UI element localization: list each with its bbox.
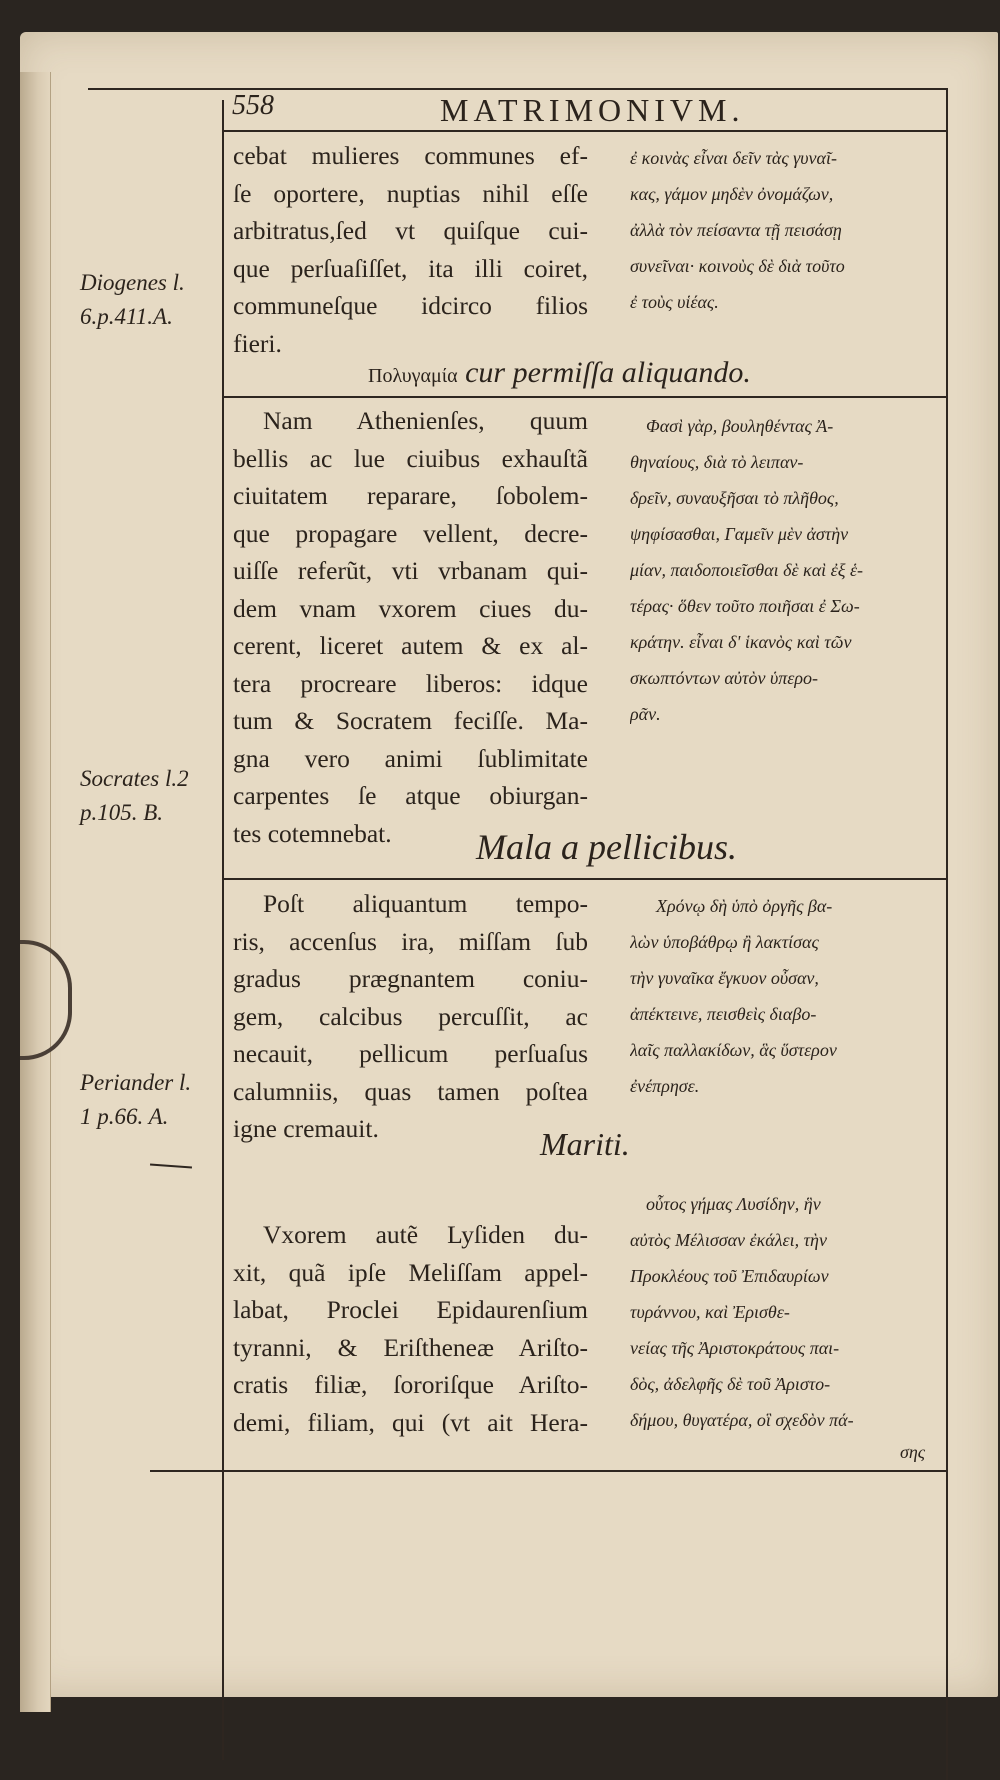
greek-line: συνεῖναι· κοινοὺς δὲ διὰ τοῦτο	[630, 256, 845, 276]
greek-line: θηναίους, διὰ τὸ λειπαν-	[630, 452, 804, 472]
latin-column-1	[233, 137, 588, 362]
latin-line: tes cotemnebat.	[233, 818, 392, 848]
greek-line: ρᾶν.	[630, 704, 661, 724]
greek-line: οὗτος γήμας Λυσίδην, ἣν	[646, 1194, 821, 1214]
latin-line: bellis ac lue ciuibus exhauſtã	[233, 443, 588, 473]
latin-line: gradus prægnantem coniu-	[233, 964, 588, 993]
margin-note-socrates	[80, 762, 189, 830]
greek-line: λαῖς παλλακίδων, ἃς ὕστερον	[630, 1040, 837, 1060]
latin-column-2	[233, 402, 588, 852]
margin-note-diogenes	[80, 266, 185, 334]
page-bottom-rule	[150, 1470, 946, 1472]
heading-mala: Mala a pellicibus.	[476, 827, 737, 867]
greek-column-4	[630, 1186, 950, 1438]
greek-column-1	[630, 140, 950, 320]
greek-line: τὴν γυναῖκα ἔγκυον οὖσαν,	[630, 968, 819, 988]
greek-line: μίαν, παιδοποιεῖσθαι δὲ καὶ ἐξ ἑ-	[630, 560, 864, 580]
latin-line: Vxorem autẽ Lyſiden du-	[263, 1220, 588, 1249]
latin-line: que propagare vellent, decre-	[233, 518, 588, 548]
greek-column-2	[630, 408, 950, 732]
greek-line: ἐ τοὺς υἱέας.	[630, 292, 719, 312]
greek-line: ἐνέπρησε.	[630, 1076, 700, 1096]
margin-note-line: Diogenes l.	[80, 270, 185, 295]
heading-polygamia	[368, 356, 751, 390]
latin-line: demi, filiam, qui (vt ait Hera-	[233, 1407, 588, 1437]
greek-line: σκωπτόντων αὐτὸν ὑπερο-	[630, 668, 818, 688]
latin-line: cebat mulieres communes ef-	[233, 141, 588, 170]
latin-line: gna vero animi ſublimitate	[233, 743, 588, 773]
margin-note-line: Socrates l.2	[80, 766, 189, 791]
latin-line: communeſque idcirco filios	[233, 291, 588, 320]
latin-line: Poſt aliquantum tempo-	[263, 889, 588, 918]
latin-line: ſe oportere, nuptias nihil eſſe	[233, 178, 588, 208]
greek-line: ψηφίσασθαι, Γαμεῖν μὲν ἀστὴν	[630, 524, 849, 544]
catchword: σης	[900, 1442, 926, 1462]
greek-line: δὸς, ἀδελφῆς δὲ τοῦ Ἀριστο-	[630, 1374, 831, 1394]
latin-line: tera procreare liberos: idque	[233, 668, 588, 698]
greek-line: Χρόνῳ δὴ ὑπὸ ὀργῆς βα-	[656, 896, 833, 916]
header-rule	[88, 88, 948, 90]
greek-line: νείας τῆς Ἀριστοκράτους παι-	[630, 1338, 840, 1358]
latin-line: xit, quã ipſe Meliſſam appel-	[233, 1257, 588, 1287]
heading-greek: Πολυγαμία	[368, 365, 458, 387]
greek-line: Φασὶ γὰρ, βουληθέντας Ἀ-	[646, 416, 834, 436]
greek-line: ἀπέκτεινε, πεισθεὶς διαβο-	[630, 1004, 817, 1024]
heading-latin: cur permiſſa aliquando.	[457, 356, 751, 389]
latin-line: gem, calcibus percuſſit, ac	[233, 1001, 588, 1031]
section-rule	[222, 878, 948, 880]
heading-mariti: Mariti.	[540, 1126, 630, 1162]
running-title: MATRIMONIVM.	[440, 92, 745, 128]
latin-line: que perſuaſiſſet, ita illi coiret,	[233, 253, 588, 283]
latin-line: Nam Athenienſes, quum	[263, 406, 588, 435]
latin-line: uiſſe referũt, vti vrbanam qui-	[233, 556, 588, 585]
latin-line: arbitratus,ſed vt quiſque cui-	[233, 216, 588, 245]
book-clasp	[20, 940, 72, 1060]
margin-note-line: p.105. B.	[80, 800, 164, 825]
margin-note-line: 6.p.411.A.	[80, 304, 173, 329]
page-edge-stack	[20, 72, 51, 1712]
greek-line: κράτην. εἶναι δ' ἱκανὸς καὶ τῶν	[630, 632, 852, 652]
header-underline	[222, 130, 948, 132]
latin-line: labat, Proclei Epidaurenſium	[233, 1295, 588, 1324]
latin-line: dem vnam vxorem ciues du-	[233, 593, 588, 623]
section-rule	[222, 396, 948, 398]
latin-line: tyranni, & Eriſtheneæ Ariſto-	[233, 1332, 588, 1362]
greek-line: λὼν ὑποβάθρῳ ἢ λακτίσας	[630, 932, 819, 952]
latin-line: calumniis, quas tamen poſtea	[233, 1076, 588, 1106]
latin-line: carpentes ſe atque obiurgan-	[233, 781, 588, 810]
greek-line: αὐτὸς Μέλισσαν ἐκάλει, τὴν	[630, 1230, 827, 1250]
greek-column-3	[630, 888, 950, 1104]
greek-line: δρεῖν, συναυξῆσαι τὸ πλῆθος,	[630, 488, 839, 508]
latin-line: igne cremauit.	[233, 1114, 379, 1143]
latin-line: ciuitatem reparare, ſobolem-	[233, 481, 588, 510]
latin-column-3	[233, 885, 588, 1148]
latin-line: fieri.	[233, 328, 282, 358]
latin-line: cerent, liceret autem & ex al-	[233, 631, 588, 660]
greek-line: δήμου, θυγατέρα, οἳ σχεδὸν πά-	[630, 1410, 854, 1430]
greek-line: τυράννου, καὶ Ἐρισθε-	[630, 1302, 790, 1322]
greek-line: ἐ κοινὰς εἶναι δεῖν τὰς γυναῖ-	[630, 148, 837, 168]
page-number: 558	[232, 90, 274, 121]
margin-note-line: Periander l.	[80, 1070, 192, 1095]
greek-line: Προκλέους τοῦ Ἐπιδαυρίων	[630, 1266, 829, 1286]
latin-line: tum & Socratem feciſſe. Ma-	[233, 706, 588, 735]
latin-column-4	[233, 1216, 588, 1441]
latin-line: necauit, pellicum perſuaſus	[233, 1039, 588, 1068]
greek-line: κας, γάμον μηδὲν ὀνομάζων,	[630, 184, 834, 204]
margin-note-line: 1 p.66. A.	[80, 1104, 169, 1129]
latin-line: cratis filiæ, ſororiſque Ariſto-	[233, 1370, 588, 1399]
greek-line: τέρας· ὅθεν τοῦτο ποιῆσαι ἐ Σω-	[630, 596, 860, 616]
greek-line: ἀλλὰ τὸν πείσαντα τῇ πεισάσῃ	[630, 220, 842, 240]
margin-rule	[222, 100, 224, 1760]
latin-line: ris, accenſus ira, miſſam ſub	[233, 926, 588, 956]
margin-note-periander	[80, 1066, 191, 1134]
